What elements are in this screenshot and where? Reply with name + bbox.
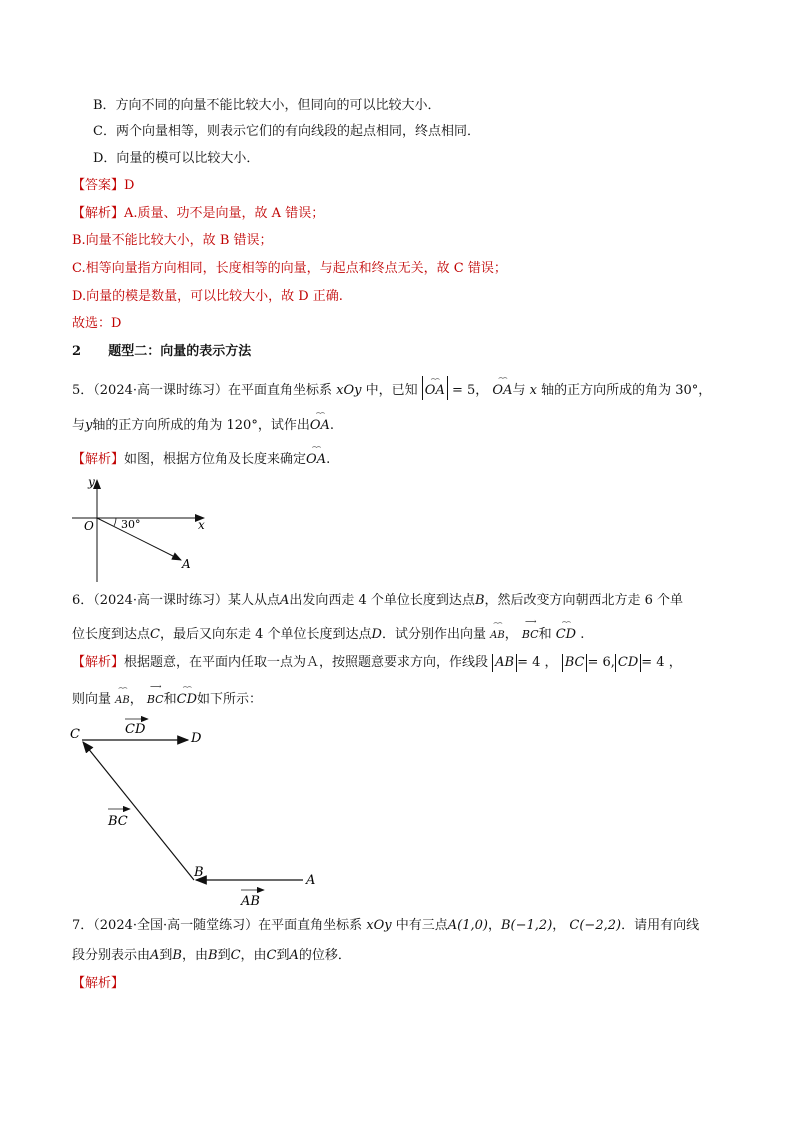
q5-text: 与	[72, 418, 86, 433]
option-c-text: C．两个向量相等，则表示它们的有向线段的起点相同，终点相同．	[93, 124, 480, 139]
q6-analysis-line-2	[72, 684, 262, 711]
analysis-label: 【解析】	[72, 976, 125, 991]
q5-line-1	[72, 375, 711, 401]
section-number: 2	[72, 344, 82, 359]
option-d-text: D．向量的模可以比较大小．	[93, 151, 260, 166]
fig-c-label: C	[70, 727, 80, 742]
analysis-line-3	[72, 259, 507, 279]
section-title: 题型二：向量的表示方法	[108, 344, 252, 359]
analysis-label: 【解析】	[72, 452, 125, 467]
bc-label: BC	[146, 693, 164, 706]
q6-text: 出发向西走 4 个单位长度到达点	[289, 593, 475, 608]
oa-label: OA	[424, 383, 445, 398]
point-b: B	[172, 948, 182, 963]
q5-eq: = 5，	[451, 383, 489, 398]
period: .	[329, 418, 335, 433]
option-d	[93, 149, 259, 169]
q5-analysis-text: 如图，根据方位角及长度来确定	[124, 452, 307, 467]
y-symbol: y	[85, 418, 93, 433]
xoy-symbol: xOy	[366, 918, 392, 933]
q5-analysis	[72, 444, 330, 470]
analysis-label: 【解析】	[72, 206, 125, 221]
oa-vector: ⌢⌢ OA	[306, 442, 327, 467]
bc-label: BC	[521, 628, 539, 641]
q6-text: 如下所示：	[197, 692, 263, 707]
analysis-text-1: A.质量、功不是向量，故 A 错误；	[124, 206, 325, 221]
q5-text: 5．（2024·高一课时练习）在平面直角坐标系	[72, 383, 332, 398]
fig-b-label: B	[194, 865, 204, 880]
fig-cd-label: CD	[125, 722, 146, 737]
and-text: 和	[163, 692, 177, 707]
q7-text: 的位移．	[298, 948, 351, 963]
oa-vector: ⌢⌢ OA	[424, 374, 445, 398]
angle-arc	[114, 518, 116, 526]
answer-value: D	[124, 178, 135, 193]
q6-line-2	[72, 619, 584, 646]
cd-label: CD	[555, 627, 577, 642]
point-a: A	[280, 593, 290, 608]
q7-line-1: 7．（2024·全国·高一随堂练习）在平面直角坐标系 xOy 中有三点A(1,0)，B(−1,2)， C(−2,2)．请用有向线	[72, 918, 700, 933]
analysis-line-2	[72, 231, 273, 251]
analysis-text-3: C.相等向量指方向相同，长度相等的向量，与起点和终点无关，故 C 错误；	[72, 261, 507, 276]
choice-text: 故选：D	[72, 316, 122, 331]
q6-text: 6．（2024·高一课时练习）某人从点	[72, 593, 280, 608]
point-b: B	[208, 948, 218, 963]
a-label: A	[182, 557, 191, 571]
option-b-text: B．方向不同的向量不能比较大小，但同向的可以比较大小．	[93, 98, 441, 113]
q7-text: 7．（2024·全国·高一随堂练习）在平面直角坐标系	[72, 918, 363, 933]
q6-text: 则向量	[72, 692, 112, 707]
bc-vector: ⟶ BC	[146, 682, 164, 706]
q5-line-2	[72, 410, 334, 436]
analysis-label: 【解析】	[72, 655, 125, 670]
segment-bc	[83, 742, 194, 880]
abs-bc: BC	[562, 654, 588, 672]
to-text: 到	[276, 948, 290, 963]
analysis-line-1	[72, 204, 324, 224]
q5-text: 与	[512, 383, 526, 398]
option-b	[93, 96, 441, 116]
analysis-line-4	[72, 287, 343, 307]
q5-figure	[68, 474, 218, 584]
oa-label: OA	[309, 418, 330, 433]
q6-analysis-text: 根据题意，在平面内任取一点为Ａ，按照题意要求方向，作线段	[124, 655, 489, 670]
option-c	[93, 122, 480, 142]
point-b: B	[474, 593, 485, 608]
oa-label: OA	[492, 383, 513, 398]
by-text: ，由	[181, 948, 208, 963]
q6-text: ，最后又向东走 4 个单位长度到达点	[159, 627, 372, 642]
abs-cd: CD	[615, 654, 641, 672]
point-d: D	[371, 627, 382, 642]
by-text: ，由	[240, 948, 267, 963]
abs-ab: AB	[492, 654, 517, 672]
oa-vector: ⌢⌢ OA	[309, 408, 330, 433]
cd-vector: ⌢⌢ CD	[176, 682, 197, 707]
q6-text: 位长度到达点	[72, 627, 151, 642]
oa-label: OA	[306, 452, 327, 467]
ab-vector: ⌢⌢ AB	[115, 683, 130, 706]
q7-text: 中有三点	[395, 918, 448, 933]
q6-analysis-line-1	[72, 653, 682, 673]
x-label: x	[198, 518, 205, 532]
ab-label: AB	[115, 695, 130, 706]
point-b-coords: B(−1,2)	[501, 918, 553, 933]
fig-d-label: D	[191, 731, 202, 746]
eq-bc: = 6,	[587, 655, 615, 670]
comma: ，	[504, 627, 518, 642]
angle-label: 30°	[121, 518, 141, 531]
q7-text: ．请用有向线	[621, 918, 700, 933]
comma: ，	[129, 692, 143, 707]
bc-vector: ⟶ BC	[521, 617, 539, 641]
eq-cd: = 4 ，	[641, 655, 682, 670]
q6-line-1	[72, 591, 683, 611]
point-c: C	[266, 948, 277, 963]
oa-magnitude	[422, 376, 448, 400]
y-label: y	[88, 475, 95, 489]
x-symbol: x	[529, 383, 537, 398]
point-a: A	[150, 948, 160, 963]
oa-vector: ⌢⌢ OA	[492, 373, 513, 398]
period: .	[580, 627, 585, 642]
cd-label: CD	[176, 692, 197, 707]
point-c: C	[150, 627, 160, 642]
q5-text: 轴的正方向所成的角为 30°，	[541, 383, 712, 398]
q7-text: 段分别表示由	[72, 948, 151, 963]
analysis-text-2: B.向量不能比较大小，故 B 错误；	[72, 233, 273, 248]
and-text: 和	[538, 627, 552, 642]
choice-line	[72, 314, 121, 334]
fig-a-label: A	[306, 873, 316, 888]
fig-bc-label: BC	[108, 814, 128, 829]
section-heading	[72, 342, 251, 362]
o-label: O	[84, 519, 94, 533]
q5-text: 中，已知	[365, 383, 418, 398]
to-text: 到	[217, 948, 231, 963]
q7-line-2	[72, 946, 351, 966]
point-a-coords: A(1,0)	[447, 918, 488, 933]
q6-figure	[66, 712, 336, 908]
point-c: C	[230, 948, 241, 963]
eq-ab: = 4 ，	[517, 655, 558, 670]
ab-vector: ⌢⌢ AB	[490, 618, 505, 641]
q6-text: ．试分别作出向量	[381, 627, 486, 642]
q6-text: ，然后改变方向朝西北方走 6 个单	[484, 593, 684, 608]
q5-text: 轴的正方向所成的角为 120°，试作出	[92, 418, 310, 433]
point-c-coords: C(−2,2)	[569, 918, 622, 933]
q7-analysis	[72, 974, 124, 994]
answer-label: 【答案】	[72, 178, 125, 193]
analysis-text-4: D.向量的模是数量，可以比较大小，故 D 正确.	[72, 289, 343, 304]
to-text: 到	[159, 948, 173, 963]
cd-vector: ⌢⌢ CD	[555, 617, 577, 642]
answer-line	[72, 176, 134, 196]
xoy-symbol: xOy	[336, 383, 362, 398]
ab-label: AB	[490, 630, 505, 641]
fig-ab-label: AB	[241, 894, 260, 908]
period: .	[326, 452, 331, 467]
point-a: A	[289, 948, 299, 963]
